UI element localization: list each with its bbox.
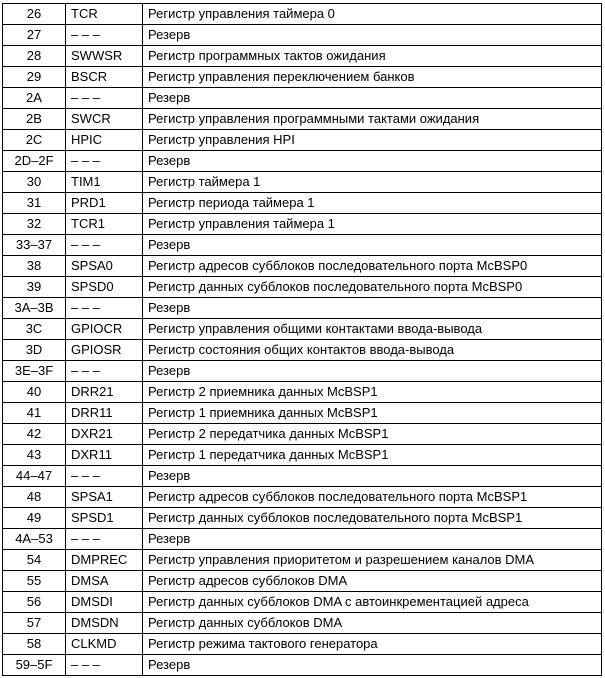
description-cell: Резерв <box>143 235 602 256</box>
address-cell: 29 <box>3 67 66 88</box>
description-cell: Регистр данных субблоков DMA <box>143 613 602 634</box>
description-cell: Резерв <box>143 298 602 319</box>
description-cell: Регистр управления таймера 0 <box>143 4 602 25</box>
table-row <box>3 235 602 256</box>
description-cell: Регистр адресов субблоков последовательного порта McBSP1 <box>143 487 602 508</box>
table-row <box>3 361 602 382</box>
description-cell: Регистр состояния общих контактов ввода-вывода <box>143 340 602 361</box>
table-row <box>3 466 602 487</box>
description-cell: Регистр адресов субблоков последовательного порта McBSP0 <box>143 256 602 277</box>
description-cell: Резерв <box>143 655 602 676</box>
register-name-cell: – – – <box>66 298 143 319</box>
register-name-cell: GPIOSR <box>66 340 143 361</box>
description-cell: Резерв <box>143 529 602 550</box>
address-cell: 32 <box>3 214 66 235</box>
register-name-cell: SPSD1 <box>66 508 143 529</box>
register-name-cell: – – – <box>66 466 143 487</box>
table-row <box>3 634 602 655</box>
register-name-cell: SPSA1 <box>66 487 143 508</box>
description-cell: Регистр управления HPI <box>143 130 602 151</box>
table-row <box>3 319 602 340</box>
register-name-cell: PRD1 <box>66 193 143 214</box>
address-cell: 40 <box>3 382 66 403</box>
register-name-cell: SPSD0 <box>66 277 143 298</box>
description-cell: Регистр управления таймера 1 <box>143 214 602 235</box>
table-row <box>3 151 602 172</box>
address-cell: 57 <box>3 613 66 634</box>
address-cell: 56 <box>3 592 66 613</box>
description-cell: Регистр данных субблоков последовательного порта McBSP1 <box>143 508 602 529</box>
register-name-cell: – – – <box>66 88 143 109</box>
description-cell: Резерв <box>143 466 602 487</box>
address-cell: 44–47 <box>3 466 66 487</box>
address-cell: 28 <box>3 46 66 67</box>
table-row <box>3 592 602 613</box>
table-row <box>3 4 602 25</box>
description-cell: Регистр программных тактов ожидания <box>143 46 602 67</box>
table-row <box>3 46 602 67</box>
address-cell: 3E–3F <box>3 361 66 382</box>
description-cell: Регистр 1 приемника данных McBSP1 <box>143 403 602 424</box>
register-table <box>2 3 602 676</box>
address-cell: 2D–2F <box>3 151 66 172</box>
address-cell: 3C <box>3 319 66 340</box>
description-cell: Регистр управления приоритетом и разрешением каналов DMA <box>143 550 602 571</box>
table-row <box>3 256 602 277</box>
table-row <box>3 382 602 403</box>
address-cell: 30 <box>3 172 66 193</box>
address-cell: 49 <box>3 508 66 529</box>
register-name-cell: BSCR <box>66 67 143 88</box>
table-row <box>3 487 602 508</box>
description-cell: Регистр 2 приемника данных McBSP1 <box>143 382 602 403</box>
address-cell: 2B <box>3 109 66 130</box>
register-name-cell: – – – <box>66 25 143 46</box>
description-cell: Регистр 2 передатчика данных McBSP1 <box>143 424 602 445</box>
description-cell: Регистр периода таймера 1 <box>143 193 602 214</box>
address-cell: 55 <box>3 571 66 592</box>
register-name-cell: HPIC <box>66 130 143 151</box>
table-row <box>3 88 602 109</box>
address-cell: 59–5F <box>3 655 66 676</box>
address-cell: 33–37 <box>3 235 66 256</box>
description-cell: Регистр управления переключением банков <box>143 67 602 88</box>
register-name-cell: DRR21 <box>66 382 143 403</box>
register-name-cell: SWCR <box>66 109 143 130</box>
address-cell: 3D <box>3 340 66 361</box>
address-cell: 31 <box>3 193 66 214</box>
register-name-cell: DMSA <box>66 571 143 592</box>
register-name-cell: – – – <box>66 361 143 382</box>
register-name-cell: TCR1 <box>66 214 143 235</box>
description-cell: Резерв <box>143 88 602 109</box>
table-row <box>3 571 602 592</box>
address-cell: 42 <box>3 424 66 445</box>
address-cell: 54 <box>3 550 66 571</box>
address-cell: 27 <box>3 25 66 46</box>
address-cell: 26 <box>3 4 66 25</box>
register-name-cell: TCR <box>66 4 143 25</box>
table-row <box>3 403 602 424</box>
register-name-cell: DMSDN <box>66 613 143 634</box>
table-row <box>3 172 602 193</box>
address-cell: 58 <box>3 634 66 655</box>
register-name-cell: TIM1 <box>66 172 143 193</box>
register-name-cell: DRR11 <box>66 403 143 424</box>
description-cell: Регистр 1 передатчика данных McBSP1 <box>143 445 602 466</box>
table-row <box>3 67 602 88</box>
register-name-cell: SPSA0 <box>66 256 143 277</box>
register-name-cell: GPIOCR <box>66 319 143 340</box>
table-row <box>3 550 602 571</box>
table-row <box>3 613 602 634</box>
description-cell: Резерв <box>143 361 602 382</box>
table-row <box>3 214 602 235</box>
register-name-cell: – – – <box>66 529 143 550</box>
address-cell: 38 <box>3 256 66 277</box>
address-cell: 2C <box>3 130 66 151</box>
register-name-cell: DXR11 <box>66 445 143 466</box>
table-row <box>3 340 602 361</box>
table-row <box>3 298 602 319</box>
description-cell: Регистр управления программными тактами ожидания <box>143 109 602 130</box>
description-cell: Регистр таймера 1 <box>143 172 602 193</box>
table-row <box>3 277 602 298</box>
register-name-cell: – – – <box>66 235 143 256</box>
description-cell: Регистр адресов субблоков DMA <box>143 571 602 592</box>
table-row <box>3 445 602 466</box>
table-row <box>3 193 602 214</box>
table-row <box>3 109 602 130</box>
description-cell: Резерв <box>143 25 602 46</box>
description-cell: Резерв <box>143 151 602 172</box>
register-table-body <box>3 4 602 676</box>
register-name-cell: SWWSR <box>66 46 143 67</box>
register-name-cell: – – – <box>66 655 143 676</box>
register-name-cell: DMSDI <box>66 592 143 613</box>
description-cell: Регистр данных субблоков DMA с автоинкрементацией адреса <box>143 592 602 613</box>
table-row <box>3 508 602 529</box>
register-name-cell: CLKMD <box>66 634 143 655</box>
table-row <box>3 130 602 151</box>
address-cell: 39 <box>3 277 66 298</box>
description-cell: Регистр данных субблоков последовательного порта McBSP0 <box>143 277 602 298</box>
table-row <box>3 25 602 46</box>
description-cell: Регистр режима тактового генератора <box>143 634 602 655</box>
address-cell: 2A <box>3 88 66 109</box>
description-cell: Регистр управления общими контактами ввода-вывода <box>143 319 602 340</box>
register-name-cell: – – – <box>66 151 143 172</box>
table-row <box>3 655 602 676</box>
address-cell: 48 <box>3 487 66 508</box>
address-cell: 41 <box>3 403 66 424</box>
register-name-cell: DMPREC <box>66 550 143 571</box>
table-row <box>3 424 602 445</box>
table-row <box>3 529 602 550</box>
address-cell: 4A–53 <box>3 529 66 550</box>
register-name-cell: DXR21 <box>66 424 143 445</box>
address-cell: 3A–3B <box>3 298 66 319</box>
address-cell: 43 <box>3 445 66 466</box>
